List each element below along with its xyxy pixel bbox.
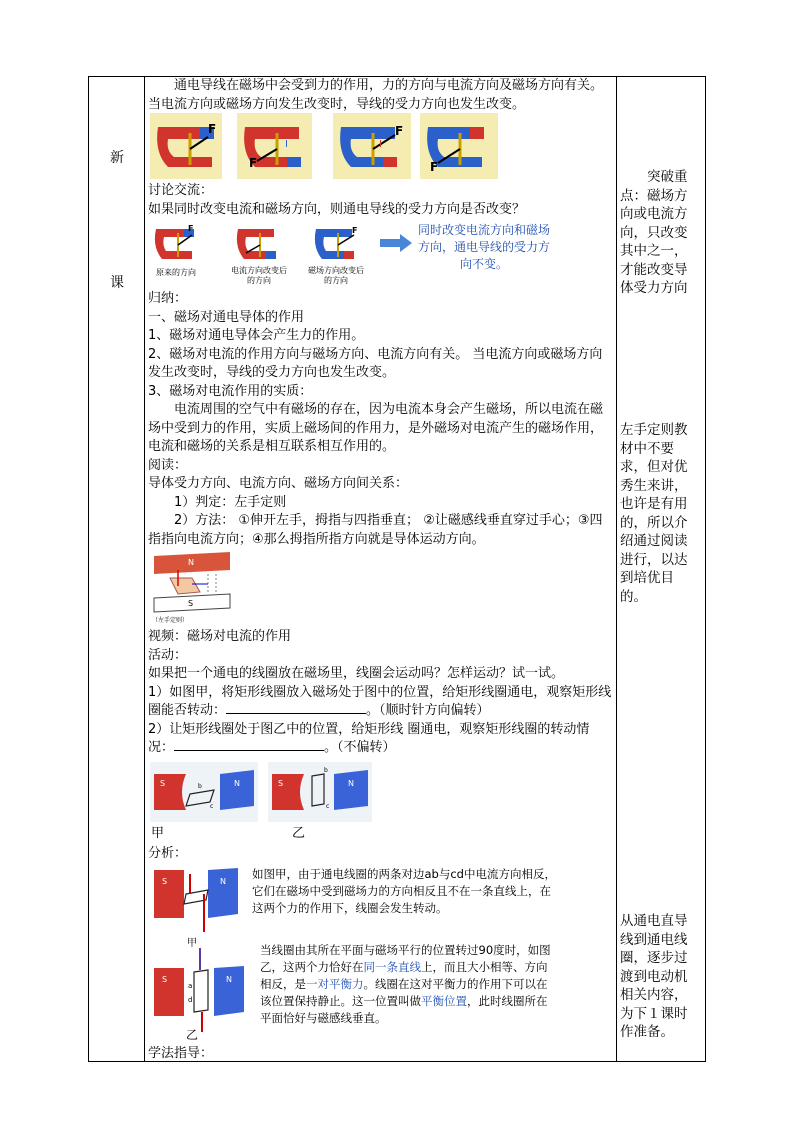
reading-item-1: 导体受力方向、电流方向、磁场方向间关系： — [148, 476, 409, 491]
activity-section — [148, 628, 613, 758]
summary-item-3: 2、磁场对电流的作用方向与磁场方向、电流方向有关。 当电流方向或磁场方向发生改变时，导线的受力方向也发生改变。 — [148, 346, 603, 380]
caption-field-changed: 磁场方向改变后的方向 — [308, 266, 364, 285]
method-title: 学法指导： — [148, 1046, 214, 1061]
analysis-text-1: 如图甲，由于通电线圈的两条对边ab与cd中电流方向相反，它们在磁场中受到磁场力的方向相反且不在一条直线上，在这两个力的作用下，线圈会发生转动。 — [252, 867, 556, 915]
analysis-figure-yi — [152, 946, 248, 1034]
small-magnet-figures — [152, 221, 362, 269]
svg-text:a: a — [188, 982, 193, 990]
discussion-title: 讨论交流： — [148, 183, 214, 198]
summary-item-2: 1、磁场对通电导体会产生力的作用。 — [148, 328, 365, 343]
svg-text:F: F — [249, 156, 258, 170]
svg-text:S: S — [278, 779, 284, 788]
row-label-bottom: 课 — [110, 275, 124, 291]
svg-text:S: S — [188, 599, 194, 608]
coil-figure-yi — [268, 762, 372, 822]
figure-label-jia: 甲 — [151, 826, 165, 841]
svg-text:F: F — [395, 124, 404, 138]
svg-text:b: b — [324, 767, 328, 774]
activity-blank-2[interactable] — [174, 750, 324, 751]
small-magnet-1 — [155, 224, 194, 259]
intro-paragraph: 通电导线在磁场中会受到力的作用，力的方向与电流方向及磁场方向有关。 当电流方向或磁场方向发生改变时，导线的受力方向也发生改变。 — [148, 78, 604, 112]
right-arrow-icon — [380, 234, 412, 252]
note-coil-transition: 从通电直导线到通电线圈，逐步过渡到电动机相关内容，为下１课时作准备。 — [620, 913, 688, 1040]
magnet-figure-2 — [237, 113, 312, 179]
left-hand-rule-figure — [148, 548, 236, 626]
discussion-question: 如果同时改变电流和磁场方向，则通电导线的受力方向是否改变？ — [148, 201, 526, 217]
svg-text:c: c — [326, 803, 330, 810]
caption-original: 原来的方向 — [156, 268, 196, 277]
svg-text:S: S — [162, 975, 168, 984]
activity-step-1: 1）如图甲，将矩形线圈放入磁场处于图中的位置，给矩形线圈通电，观察矩形线圈能否转动： 。（顺时针方向偏转） — [148, 684, 612, 718]
svg-text:S: S — [160, 779, 166, 788]
note-left-hand-rule: 左手定则教材中不要求，但对优秀生来讲，也许是有用的，所以介绍通过阅读进行，以达到培优目的。 — [620, 422, 688, 605]
svg-text:c: c — [210, 803, 214, 810]
caption-current-changed: 电流方向改变后的方向 — [231, 266, 287, 285]
summary-section — [148, 290, 613, 549]
svg-text:N: N — [220, 877, 226, 886]
svg-text:F: F — [188, 224, 194, 233]
discussion-section — [148, 182, 613, 219]
activity-blank-1[interactable] — [226, 713, 366, 714]
analysis-text-2: 当线圈由其所在平面与磁场平行的位置转过90度时，如图乙，这两个力恰好在同一条直线上，而且大小相等、方向相反，是一对平衡力。线圈在这对平衡力的作用下可以在该位置保持静止。这一位置叫做平衡位置，此时线圈所在平面恰好与磁感线垂直。 — [260, 943, 551, 1025]
coil-figure-jia — [150, 762, 258, 822]
small-magnet-2 — [237, 229, 276, 259]
magnet-force-figures — [150, 113, 498, 179]
analysis-title: 分析： — [148, 846, 188, 861]
coil-figures — [150, 762, 372, 822]
summary-item-5: 电流周围的空气中有磁场的存在，因为电流本身会产生磁场，所以电流在磁场中受到力的作用，实质上磁场间的作用力，是外磁场对电流产生的磁场作用，电流和磁场的关系是相互联系相互作用的。 — [148, 402, 604, 454]
row-label-column — [89, 77, 145, 1061]
svg-text:d: d — [188, 996, 193, 1004]
conclusion-box: 同时改变电流方向和磁场方向，通电导线的受力方向不变。 — [418, 223, 551, 271]
svg-text:I: I — [285, 139, 288, 150]
svg-text:F: F — [352, 226, 358, 235]
svg-text:N: N — [188, 558, 194, 567]
analysis-label-jia: 甲 — [187, 938, 197, 949]
svg-text:F: F — [208, 122, 217, 136]
svg-text:S: S — [162, 877, 168, 886]
summary-title: 归纳： — [148, 291, 188, 306]
svg-text:b: b — [198, 783, 202, 790]
magnet-figure-1 — [150, 113, 222, 179]
main-content — [148, 77, 613, 114]
reading-item-3: 2）方法： ①伸开左手，拇指与四指垂直； ②让磁感线垂直穿过手心；③四指指向电流方向；④那么拇指所指方向就是导体运动方向。 — [148, 513, 603, 547]
svg-text:N: N — [234, 779, 240, 788]
activity-title: 活动： — [148, 647, 188, 663]
svg-text:F: F — [430, 160, 439, 174]
summary-item-4: 3、磁场对电流作用的实质： — [148, 383, 313, 399]
svg-text:N: N — [226, 975, 232, 984]
svg-text:N: N — [348, 779, 354, 788]
reading-item-2: 1）判定：左手定则 — [174, 494, 287, 510]
figure-label-yi: 乙 — [292, 826, 306, 841]
activity-step-2: 2）让矩形线圈处于图乙中的位置，给矩形线 圈通电，观察矩形线圈的转动情况： 。（不偏转） — [148, 721, 590, 755]
svg-text:I: I — [379, 139, 382, 150]
summary-item-1: 一、磁场对通电导体的作用 — [148, 309, 305, 325]
svg-text:（左手定则）: （左手定则） — [152, 617, 189, 624]
magnet-figure-3 — [333, 113, 411, 179]
note-key-point: 突破重点：磁场方向或电流方向，只改变其中之一，才能改变导体受力方向 — [620, 169, 688, 296]
small-magnet-3 — [315, 226, 358, 259]
analysis-label-yi: 乙 — [186, 1028, 199, 1042]
activity-question: 如果把一个通电的线圈放在磁场里，线圈会运动吗？怎样运动？试一试。 — [148, 666, 565, 681]
magnet-figure-4 — [420, 113, 498, 179]
reading-title: 阅读： — [148, 457, 188, 473]
video-line: 视频：磁场对电流的作用 — [148, 629, 292, 644]
analysis-figure-jia — [152, 864, 242, 934]
row-label-top: 新 — [110, 150, 124, 166]
